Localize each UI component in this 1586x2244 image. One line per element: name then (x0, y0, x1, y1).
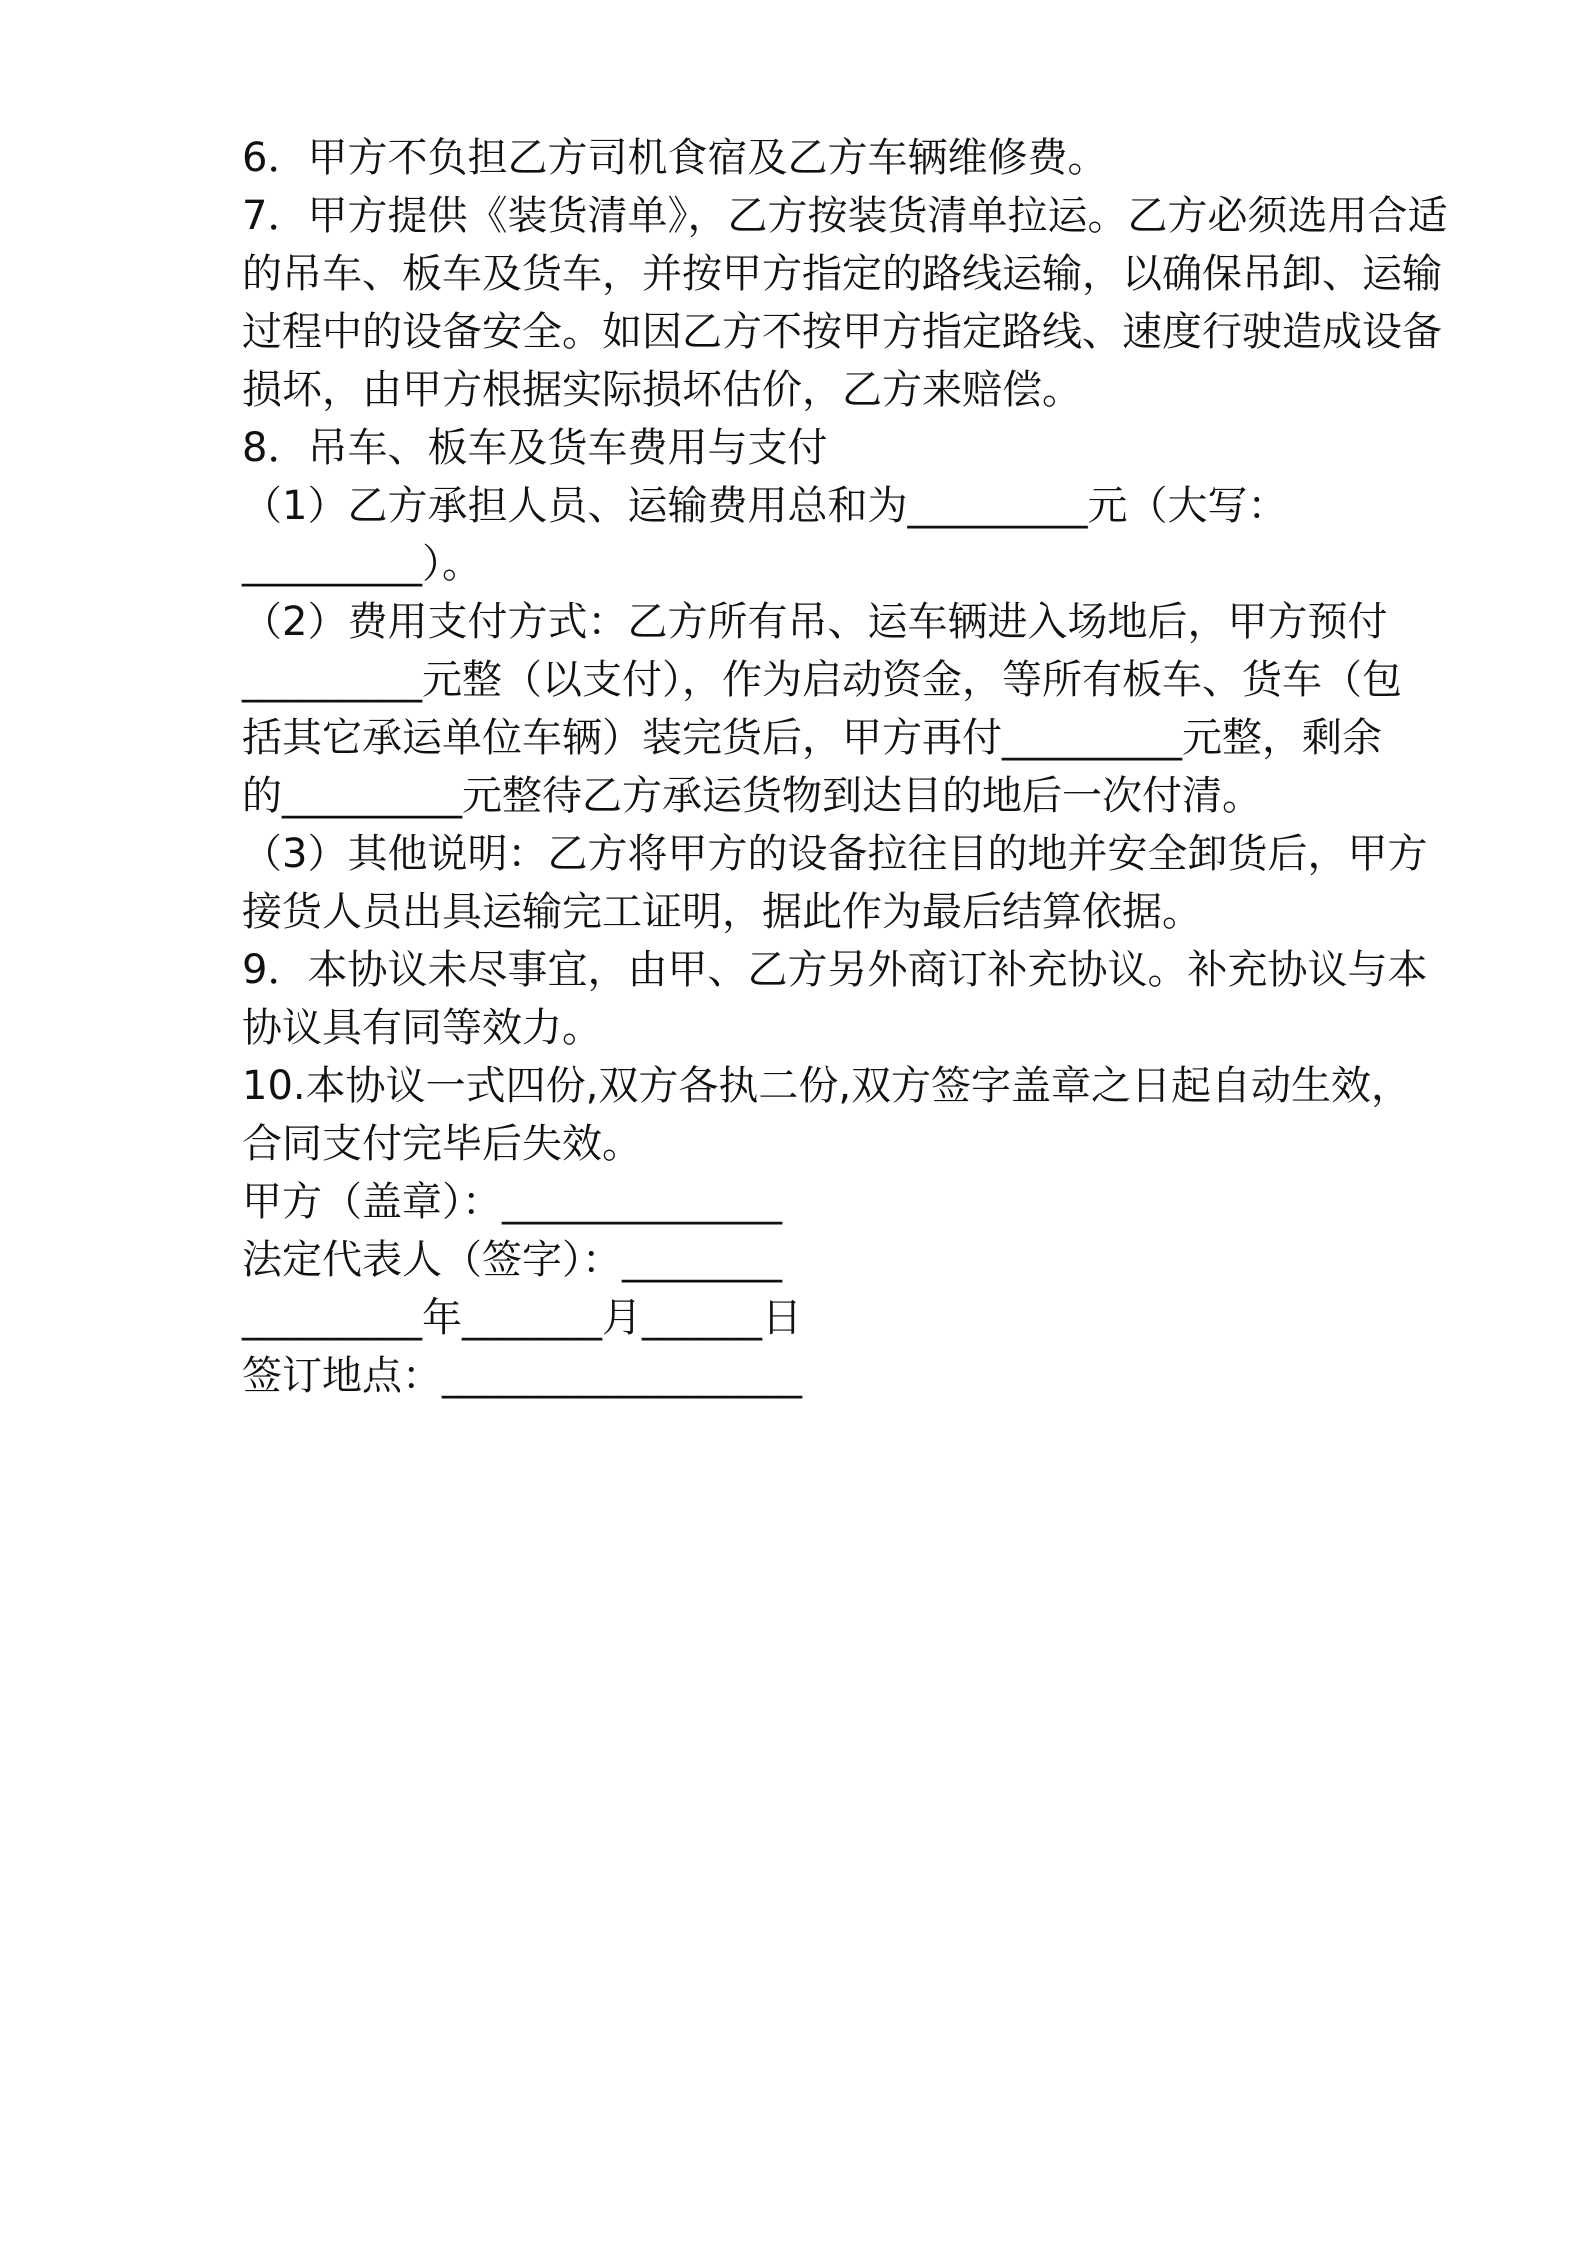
clause-7-line-4: 损坏，由甲方根据实际损坏估价，乙方来赔偿。 (242, 367, 1082, 413)
clause-8-2-line-3: 括其它承运单位车辆）装完货后，甲方再付_________元整，剩余 (242, 715, 1382, 761)
clause-8-3-line-2: 接货人员出具运输完工证明，据此作为最后结算依据。 (242, 889, 1202, 935)
date-field: _________年_______月______日 (242, 1295, 802, 1341)
clause-8-2-line-2: _________元整（以支付），作为启动资金，等所有板车、货车（包 (242, 657, 1402, 703)
clause-6-line-1: 6．甲方不负担乙方司机食宿及乙方车辆维修费。 (242, 135, 1108, 181)
clause-9-line-1: 9．本协议未尽事宜，由甲、乙方另外商订补充协议。补充协议与本 (242, 947, 1428, 993)
party-a-seal-field: 甲方（盖章）：______________ (242, 1179, 782, 1225)
clause-8-1-line-1: （1）乙方承担人员、运输费用总和为_________元（大写： (242, 483, 1288, 529)
clause-10-line-2: 合同支付完毕后失效。 (242, 1121, 642, 1167)
clause-8-heading: 8．吊车、板车及货车费用与支付 (242, 425, 828, 471)
signing-place-field: 签订地点：__________________ (242, 1353, 802, 1399)
clause-7-line-3: 过程中的设备安全。如因乙方不按甲方指定路线、速度行驶造成设备 (242, 309, 1442, 355)
legal-rep-signature-field: 法定代表人（签字）：________ (242, 1237, 782, 1283)
clause-7-line-1: 7．甲方提供《装货清单》，乙方按装货清单拉运。乙方必须选用合适 (242, 193, 1448, 239)
clause-8-1-line-2: _________）。 (242, 541, 482, 587)
clause-7-line-2: 的吊车、板车及货车，并按甲方指定的路线运输，以确保吊卸、运输 (242, 251, 1442, 297)
clause-8-2-line-1: （2）费用支付方式：乙方所有吊、运车辆进入场地后，甲方预付 (242, 599, 1388, 645)
clause-10-line-1: 10.本协议一式四份,双方各执二份,双方签字盖章之日起自动生效， (242, 1063, 1412, 1109)
clause-8-2-line-4: 的_________元整待乙方承运货物到达目的地后一次付清。 (242, 773, 1262, 819)
clause-8-3-line-1: （3）其他说明：乙方将甲方的设备拉往目的地并安全卸货后，甲方 (242, 831, 1428, 877)
clause-9-line-2: 协议具有同等效力。 (242, 1005, 602, 1051)
